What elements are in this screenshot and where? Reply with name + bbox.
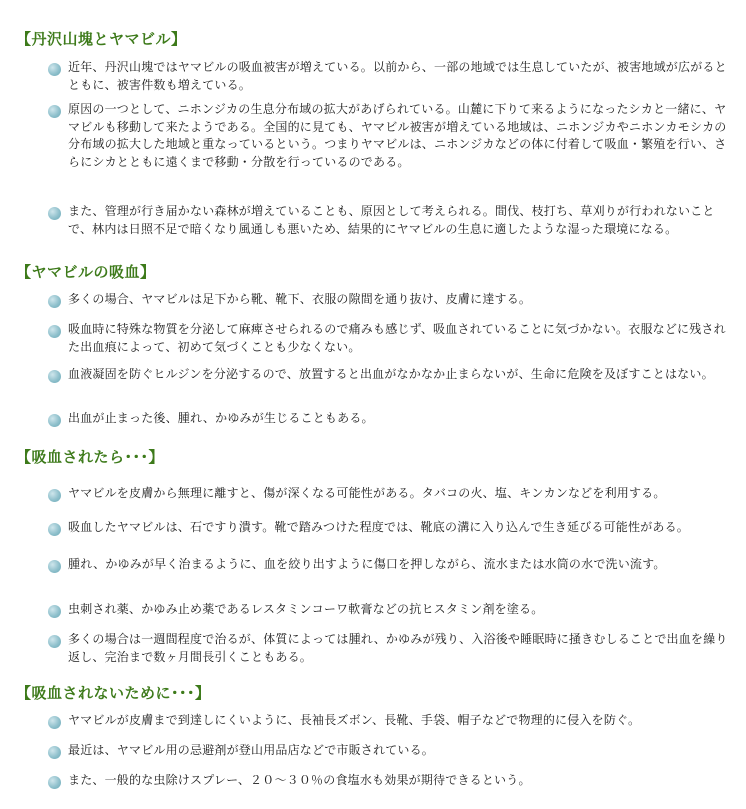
section-heading-prevention: 【吸血されないために･･･】: [16, 684, 211, 702]
list-item-text: 吸血時に特殊な物質を分泌して麻痺させられるので痛みも感じず、吸血されていることに気づかない。衣服などに残された出血痕によって、初めて気づくことも少なくない。: [68, 322, 726, 354]
list-item-text: 近年、丹沢山塊ではヤマビルの吸血被害が増えている。以前から、一部の地域では生息していたが、被害地域が広がるとともに、被害件数も増えている。: [68, 60, 727, 92]
list-item-text: 吸血したヤマビルは、石ですり潰す。靴で踏みつけた程度では、靴底の溝に入り込んで生き延びる可能性がある。: [68, 520, 690, 534]
list-item-text: また、管理が行き届かない森林が増えていることも、原因として考えられる。間伐、枝打ち、草刈りが行われないことで、林内は日照不足で暗くなり風通しも悪いため、結果的にヤマビルの生息に適したような湿った環境になる。: [68, 204, 715, 236]
bullet-icon: [48, 523, 61, 536]
section-heading-after-bite: 【吸血されたら･･･】: [16, 448, 165, 466]
list-item-text: また、一般的な虫除けスプレー、２０～３０％の食塩水も効果が期待できるという。: [68, 773, 531, 787]
bullet-icon: [48, 325, 61, 338]
bullet-icon: [48, 414, 61, 427]
bullet-icon: [48, 489, 61, 502]
bullet-icon: [48, 295, 61, 308]
bullet-icon: [48, 207, 61, 220]
list-item-text: 出血が止まった後、腫れ、かゆみが生じることもある。: [68, 411, 374, 425]
bullet-icon: [48, 63, 61, 76]
list-item-text: 腫れ、かゆみが早く治まるように、血を絞り出すように傷口を押しながら、流水または水筒の水で洗い流す。: [68, 557, 666, 571]
list-item-text: ヤマビルが皮膚まで到達しにくいように、長袖長ズボン、長靴、手袋、帽子などで物理的に侵入を防ぐ。: [68, 713, 641, 727]
bullet-icon: [48, 370, 61, 383]
bullet-icon: [48, 716, 61, 729]
bullet-icon: [48, 560, 61, 573]
list-item-text: 多くの場合、ヤマビルは足下から靴、靴下、衣服の隙間を通り抜け、皮膚に達する。: [68, 292, 532, 306]
section-heading-leech-bite: 【ヤマビルの吸血】: [16, 263, 156, 281]
bullet-icon: [48, 105, 61, 118]
bullet-icon: [48, 635, 61, 648]
list-item-text: 虫刺され薬、かゆみ止め薬であるレスタミンコーワ軟膏などの抗ヒスタミン剤を塗る。: [68, 602, 544, 616]
list-item-text: 原因の一つとして、ニホンジカの生息分布域の拡大があげられている。山麓に下りて来るようになったシカと一緒に、ヤマビルも移動して来たようである。全国的に見ても、ヤマビル被害が増えている地域は、ニホンジカやニホンカモシカの分布域の拡大した地域と重なっているという。つまりヤマビルは、ニホンジカなどの体に付着して吸血・繁殖を行い、さらにシカとともに遠くまで移動・分散を行っているのである。: [68, 102, 727, 169]
list-item-text: 多くの場合は一週間程度で治るが、体質によっては腫れ、かゆみが残り、入浴後や睡眠時に掻きむしることで出血を繰り返し、完治まで数ヶ月間長引くこともある。: [68, 632, 728, 664]
list-item-text: ヤマビルを皮膚から無理に離すと、傷が深くなる可能性がある。タバコの火、塩、キンカンなどを利用する。: [68, 486, 666, 500]
bullet-icon: [48, 746, 61, 759]
list-item-text: 最近は、ヤマビル用の忌避剤が登山用品店などで市販されている。: [68, 743, 435, 757]
bullet-icon: [48, 776, 61, 789]
list-item-text: 血液凝固を防ぐヒルジンを分泌するので、放置すると出血がなかなか止まらないが、生命に危険を及ぼすことはない。: [68, 367, 714, 381]
section-heading-tanzawa: 【丹沢山塊とヤマビル】: [16, 30, 187, 48]
bullet-icon: [48, 605, 61, 618]
